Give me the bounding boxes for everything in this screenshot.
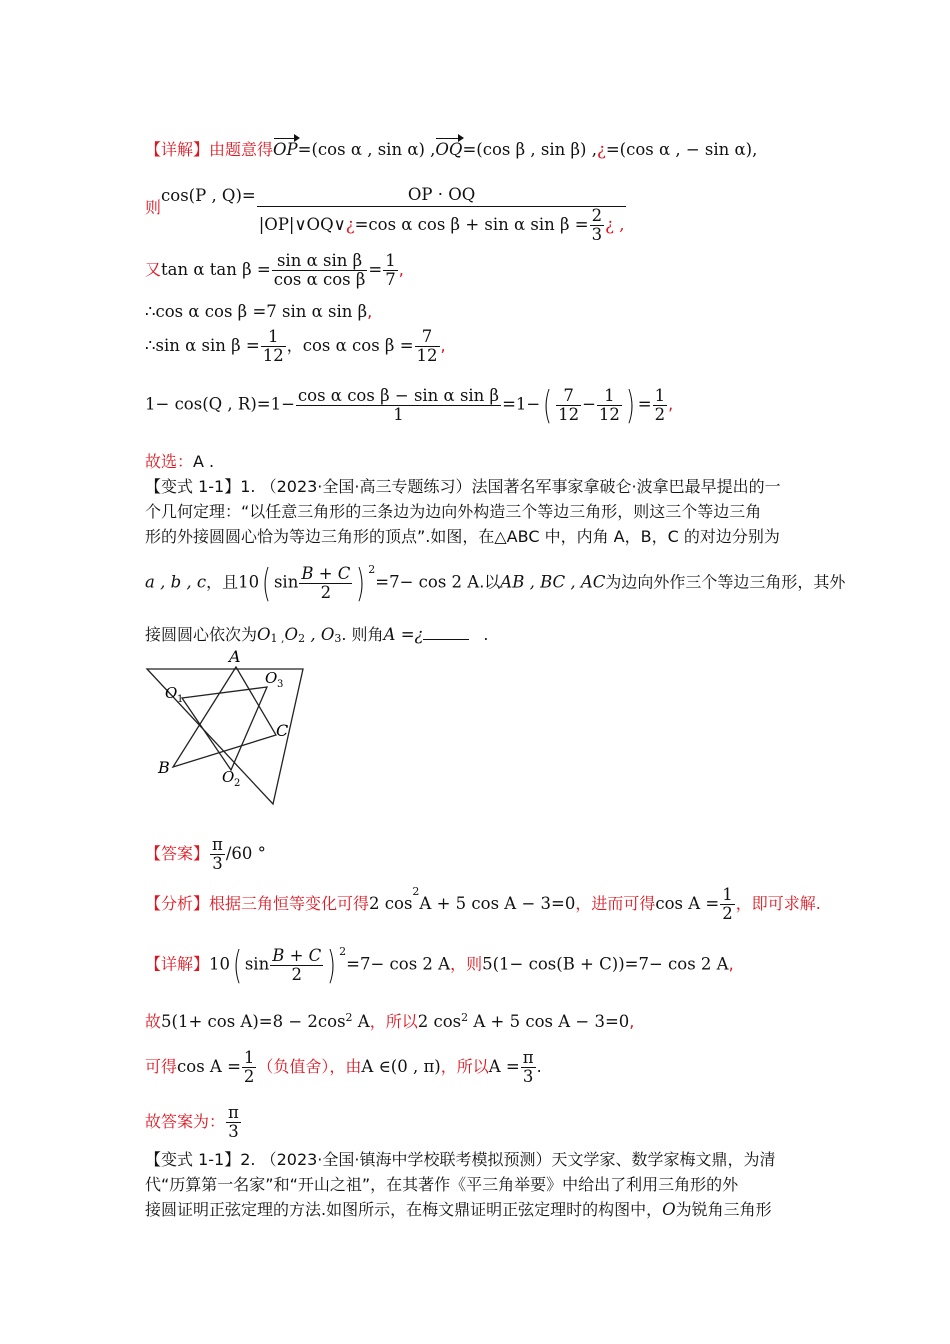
eq: =7− cos 2 A <box>346 954 451 974</box>
final-line <box>145 1104 242 1141</box>
label-o1-sub: 1 <box>177 694 184 705</box>
num: π <box>212 835 223 854</box>
pi-third <box>521 1049 536 1086</box>
cos-pq-left: cos(P , Q)= <box>161 186 256 205</box>
tan-den: cos α cos β <box>273 270 366 289</box>
tan-eq: = <box>368 260 383 279</box>
so: ，所以 <box>440 1057 489 1076</box>
eq2: A + 5 cos A − 3=0 <box>419 894 576 913</box>
two-thirds <box>590 207 605 244</box>
choose-label: 故选： <box>145 452 194 471</box>
eq1: 5(1+ cos A)=8 − 2cos <box>161 1012 346 1031</box>
frac-1-12 <box>597 387 622 424</box>
o1: O <box>257 625 271 644</box>
variant-tag: 【变式 1-1】 <box>145 1150 241 1169</box>
sin: sin <box>244 954 270 974</box>
cos-pq-fraction <box>257 184 627 244</box>
analysis-a: 根据三角恒等变化可得 <box>209 894 370 913</box>
square: 2 <box>412 885 420 898</box>
analysis-tag: 【分析】 <box>145 894 210 913</box>
coef-10: 10 <box>238 572 260 592</box>
label-o2-sub: 2 <box>234 778 241 789</box>
comma: , <box>629 1012 635 1031</box>
label-b: B <box>158 758 170 777</box>
comma: , <box>367 302 373 321</box>
point-o: O <box>662 1200 676 1219</box>
one-twelfth <box>261 328 286 365</box>
one-half <box>242 1049 257 1086</box>
o2: O <box>284 625 299 644</box>
result-left: 1− cos(Q , R)=1− <box>145 394 295 414</box>
result-mid: =1− <box>502 394 541 414</box>
den: 2 <box>320 582 332 602</box>
variant2-text-3a: 接圆证明正弦定理的方法.如图所示，在梅文鼎证明正弦定理时的构图中， <box>145 1200 663 1219</box>
den: 2 <box>243 1067 255 1086</box>
sep: ， <box>450 954 467 974</box>
napoleon-triangle <box>182 687 267 770</box>
comma: , <box>398 260 404 279</box>
range: A ∈(0 , π) <box>361 1057 441 1076</box>
ze-label: 则 <box>145 198 162 217</box>
answer-blank <box>423 625 469 640</box>
frac-1-2 <box>653 387 668 424</box>
num: π <box>228 1103 239 1122</box>
num: 1 <box>597 387 622 406</box>
den: 12 <box>598 404 620 424</box>
num-7: 7 <box>415 328 440 347</box>
separator: ， <box>286 336 303 355</box>
num: 1 <box>654 385 666 405</box>
result-fraction <box>296 387 501 424</box>
result-den: 1 <box>393 404 404 424</box>
variant1-line-4 <box>145 561 846 605</box>
tail-glyph: ¿ , <box>605 215 625 234</box>
answer-line <box>145 836 266 873</box>
variant2-text-3b: 为锐角三角形 <box>675 1200 772 1219</box>
analysis-b: ，进而可得 <box>575 894 656 913</box>
coef-10: 10 <box>209 954 231 974</box>
minus: − <box>582 394 596 414</box>
den: 2 <box>291 964 302 984</box>
comma: , <box>728 954 734 974</box>
o1-sub: 1 , <box>270 632 285 645</box>
detail-lead: 由题意得 <box>209 140 274 159</box>
rest: 为边向外作三个等边三角形，其外 <box>605 572 846 592</box>
rparen: ) <box>356 561 366 605</box>
you-label: 又 <box>145 260 162 279</box>
frac-7-12 <box>556 387 581 424</box>
sides-abc: a , b , c <box>145 572 207 592</box>
label-a: A <box>229 647 241 666</box>
right-paren: ) <box>625 383 635 427</box>
variant2-text-2: 代“历算第一名家”和“开山之祖”，在其著作《平三角举要》中给出了利用三角形的外 <box>145 1175 739 1194</box>
analysis-c: ，即可求解. <box>735 894 821 913</box>
bc-half <box>270 947 323 984</box>
tan-left: tan α tan β = <box>161 260 271 279</box>
so: ，所以 <box>369 1012 418 1031</box>
variant1-line-3 <box>145 527 780 547</box>
detail2-tag: 【详解】 <box>145 954 210 974</box>
cos: cos A = <box>177 1057 241 1076</box>
gu: 故 <box>145 1012 162 1031</box>
variant1-line-2 <box>145 502 761 522</box>
o3: , O <box>305 625 335 644</box>
therefore-line-1 <box>145 302 372 322</box>
neg: （负值舍），由 <box>257 1057 362 1076</box>
den-a: |OP|∨OQ∨ <box>258 215 346 234</box>
l5a: 接圆圆心依次为 <box>145 625 258 644</box>
variant-tag: 【变式 1-1】 <box>145 477 241 496</box>
a-eq: A = <box>488 1057 520 1076</box>
cos: cos A = <box>655 894 720 913</box>
sin-product: ∴sin α sin β = <box>145 336 260 355</box>
o3-sub: 3 <box>334 632 342 645</box>
o2-sub: 2 <box>298 632 306 645</box>
variant2-line-3 <box>145 1200 772 1220</box>
answer-alt: /60 ° <box>225 844 266 863</box>
den: 3 <box>522 1067 534 1086</box>
comma: , <box>668 394 674 414</box>
cos-pq-den <box>257 207 627 244</box>
num-1: 1 <box>261 328 286 347</box>
eq-op: =(cos α , sin α) , <box>297 140 436 159</box>
num-1: 1 <box>385 251 396 270</box>
pi-third <box>226 1104 241 1141</box>
choose-line <box>145 452 214 472</box>
label-o3-sub: 3 <box>277 679 284 690</box>
mid: .以 <box>479 572 501 592</box>
variant1-line-1 <box>145 477 781 497</box>
lparen: ( <box>232 943 242 987</box>
left-paren: ( <box>543 383 553 427</box>
eq2: 2 cos <box>417 1012 462 1031</box>
num: π <box>522 1048 534 1067</box>
den: 2 <box>722 904 733 923</box>
lparen: ( <box>262 561 272 605</box>
label-o1: O <box>165 684 178 702</box>
result-num: cos α cos β − sin α sin β <box>297 385 500 405</box>
detail-line-1 <box>145 140 757 160</box>
one-seventh <box>383 252 398 289</box>
variant1-text-2: 个几何定理：“以任意三角形的三条边为边向外构造三个等边三角形，则这三个等边三角 <box>145 502 762 521</box>
variant2-line-2 <box>145 1175 738 1195</box>
den: 12 <box>558 404 580 424</box>
one-half <box>720 886 735 923</box>
tan-num: sin α sin β <box>272 252 368 271</box>
therefore-1: ∴cos α cos β =7 sin α sin β <box>145 302 368 321</box>
ze: 则 <box>466 954 483 974</box>
eq-or: =(cos α , − sin α), <box>605 140 758 159</box>
vector-op: OP <box>273 140 298 159</box>
geometry-figure <box>140 645 310 825</box>
variant1-text-1: 1. （2023·全国·高三专题练习）法国著名军事家拿破仑·波拿巴最早提出的一 <box>240 477 781 496</box>
den: 3 <box>228 1122 239 1141</box>
den-b: =cos α cos β + sin α sin β = <box>354 215 589 234</box>
cos-pq-line <box>145 178 627 244</box>
label-o2: O <box>222 768 235 786</box>
num: 1 <box>722 885 733 904</box>
rparen: ) <box>327 943 337 987</box>
label-c: C <box>276 721 289 740</box>
cos-pq-num: OP · OQ <box>257 184 627 207</box>
den-glyph: ¿ <box>345 215 355 234</box>
comma: , <box>440 336 446 355</box>
eq: 2 cos <box>369 894 413 913</box>
glyph-placeholder: ¿ <box>596 140 606 159</box>
gu-line <box>145 1012 634 1032</box>
variant1-line-5 <box>145 625 488 645</box>
a-eq: A =¿ <box>383 625 424 644</box>
num: B + C <box>301 563 351 583</box>
seven-twelfths <box>415 328 440 365</box>
therefore-line-2 <box>145 328 446 365</box>
pi-third <box>210 836 225 873</box>
ke-line <box>145 1049 542 1086</box>
den-7: 7 <box>385 270 396 289</box>
final-label: 故答案为： <box>145 1112 226 1131</box>
num: 7 <box>556 387 581 406</box>
den: 3 <box>212 854 223 873</box>
square2: 2 <box>461 1011 469 1024</box>
tan-line <box>145 252 404 289</box>
detail-tag: 【详解】 <box>145 140 210 159</box>
den: 2 <box>654 404 666 424</box>
eq-oq: =(cos β , sin β) , <box>462 140 597 159</box>
label-o3: O <box>265 669 278 687</box>
den-3: 3 <box>591 225 603 244</box>
num: B + C <box>272 945 322 965</box>
detail2-line <box>145 943 734 987</box>
tan-fraction <box>272 252 368 289</box>
eq2b: A + 5 cos A − 3=0 <box>468 1012 630 1031</box>
dot: . <box>536 1057 542 1076</box>
eq: = <box>637 394 652 414</box>
sin: sin <box>273 572 299 592</box>
vector-oq: OQ <box>435 140 463 159</box>
answer-tag: 【答案】 <box>145 844 210 863</box>
l5b: . 则角 <box>341 625 384 644</box>
num: 1 <box>243 1048 255 1067</box>
qie: ，且 <box>206 572 239 592</box>
square: 2 <box>339 945 347 958</box>
end: . <box>483 625 489 644</box>
num-2: 2 <box>591 206 603 225</box>
square: 2 <box>368 563 376 576</box>
analysis-line <box>145 886 821 923</box>
result-line <box>145 383 674 427</box>
den-12: 12 <box>416 346 438 365</box>
square: 2 <box>345 1011 353 1024</box>
variant2-text-1: 2. （2023·全国·镇海中学校联考模拟预测）天文学家、数学家梅文鼎，为清 <box>240 1150 776 1169</box>
den-12: 12 <box>262 346 284 365</box>
ke: 可得 <box>145 1057 178 1076</box>
eq1b: A <box>352 1012 370 1031</box>
eq: =7− cos 2 A <box>375 572 480 592</box>
choose-answer: A . <box>193 452 215 471</box>
variant1-text-3: 形的外接圆圆心恰为等边三角形的顶点”.如图，在△ABC 中，内角 A，B，C 的对边分别为 <box>145 527 780 546</box>
bc-half <box>299 565 352 602</box>
sides: AB , BC , AC <box>500 572 606 592</box>
cos-product: cos α cos β = <box>302 336 414 355</box>
eq2: 5(1− cos(B + C))=7− cos 2 A <box>482 954 729 974</box>
variant2-line-1 <box>145 1150 775 1170</box>
